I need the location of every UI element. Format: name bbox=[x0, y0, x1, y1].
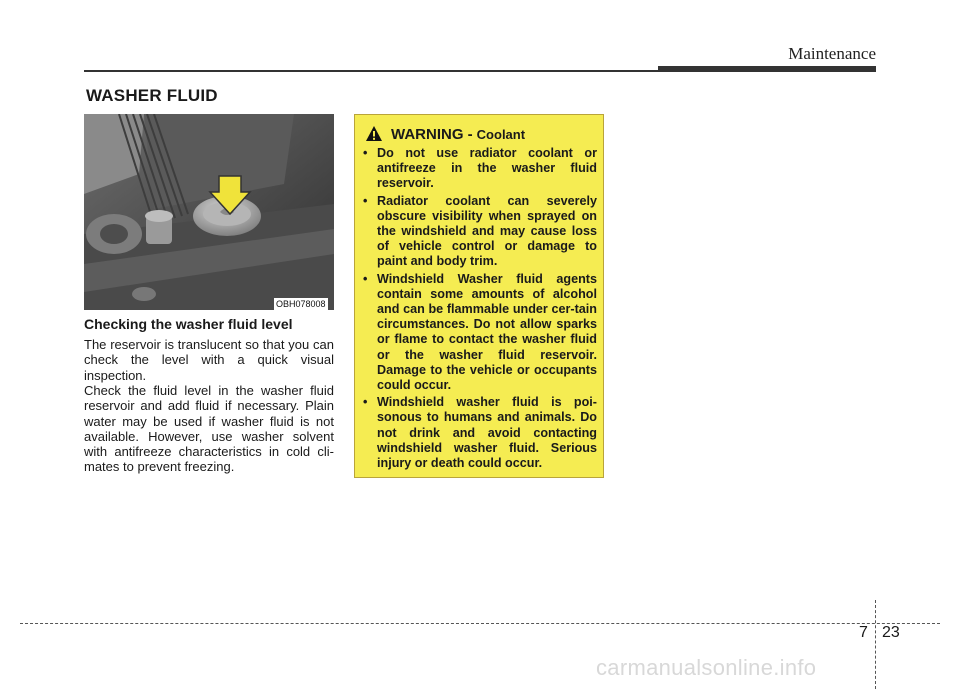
footer-rule bbox=[20, 623, 940, 624]
page-title: WASHER FLUID bbox=[86, 86, 218, 105]
chapter-number: 7 bbox=[859, 624, 868, 641]
section-header: Maintenance bbox=[788, 44, 876, 63]
footer-divider bbox=[875, 600, 876, 689]
warning-item: • Radiator coolant can severely obscure visibility when sprayed on the windshield and may cause loss of vehicle control or damage to paint and body trim. bbox=[363, 194, 597, 270]
warning-list bbox=[363, 146, 597, 473]
paragraph-check-level: Check the fluid level in the washer fluid reservoir and add fluid if necessary. Plain water may be used if washer fluid is not available. However, use washer solvent with antifreeze characteristics in cold cli-mates to prevent freezing. bbox=[84, 383, 334, 475]
warning-subtitle: Coolant bbox=[476, 126, 526, 142]
watermark: carmanualsonline.info bbox=[596, 655, 817, 680]
warning-title: WARNING - bbox=[391, 125, 473, 143]
warning-header bbox=[365, 125, 525, 143]
warning-triangle-icon bbox=[365, 125, 383, 143]
warning-box bbox=[354, 114, 604, 478]
subheading: Checking the washer fluid level bbox=[84, 316, 293, 332]
page-number: 23 bbox=[882, 624, 900, 641]
header-rule-thick bbox=[658, 66, 876, 72]
warning-item: • Do not use radiator coolant or antifreeze in the washer fluid reservoir. bbox=[363, 146, 597, 192]
figure-code: OBH078008 bbox=[276, 299, 326, 309]
warning-item: • Windshield washer fluid is poi-sonous to humans and animals. Do not drink and avoid contacting windshield washer fluid. Serious injury or death could occur. bbox=[363, 395, 597, 471]
engine-photo bbox=[84, 114, 334, 310]
warning-item: • Windshield Washer fluid agents contain some amounts of alcohol and can be flammable under cer-tain circumstances. Do not allow sparks or flame to contact the washer fluid or the washer fluid reservoir. Damage to the vehicle or occupants could occur. bbox=[363, 272, 597, 394]
header-rule-thin bbox=[84, 70, 660, 72]
paragraph-reservoir: The reservoir is translucent so that you can check the level with a quick visual inspection. bbox=[84, 337, 334, 383]
